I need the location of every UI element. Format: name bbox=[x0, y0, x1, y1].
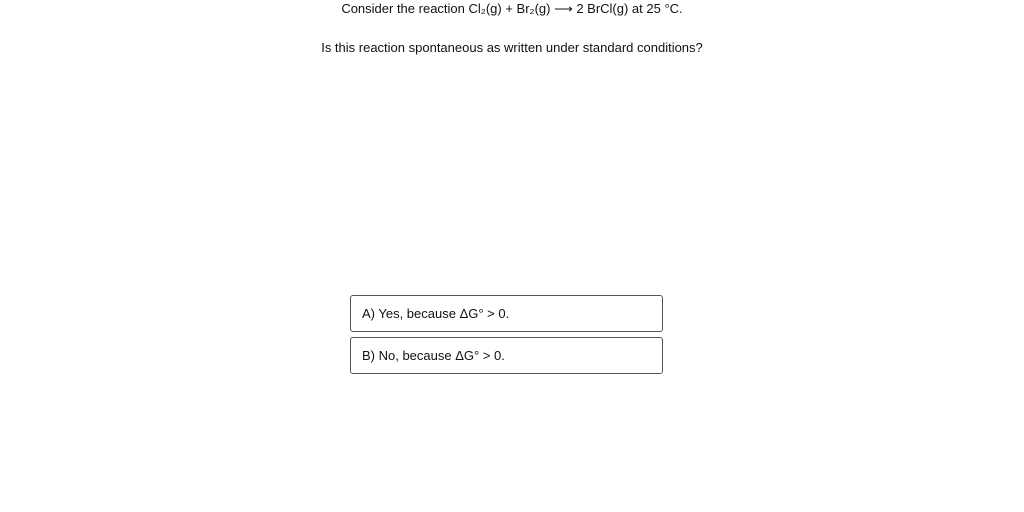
answer-choice-b-label: B) No, because ΔG° > 0. bbox=[362, 348, 505, 363]
question-stem-prompt: Is this reaction spontaneous as written under standard conditions? bbox=[321, 40, 703, 55]
question-stem-reaction: Consider the reaction Cl₂(g) + Br₂(g) ⟶ 2 BrCl(g) at 25 °C. bbox=[341, 1, 683, 16]
answer-choice-a-label: A) Yes, because ΔG° > 0. bbox=[362, 306, 510, 321]
answer-choice-b[interactable] bbox=[350, 337, 663, 374]
answer-choice-a[interactable] bbox=[350, 295, 663, 332]
